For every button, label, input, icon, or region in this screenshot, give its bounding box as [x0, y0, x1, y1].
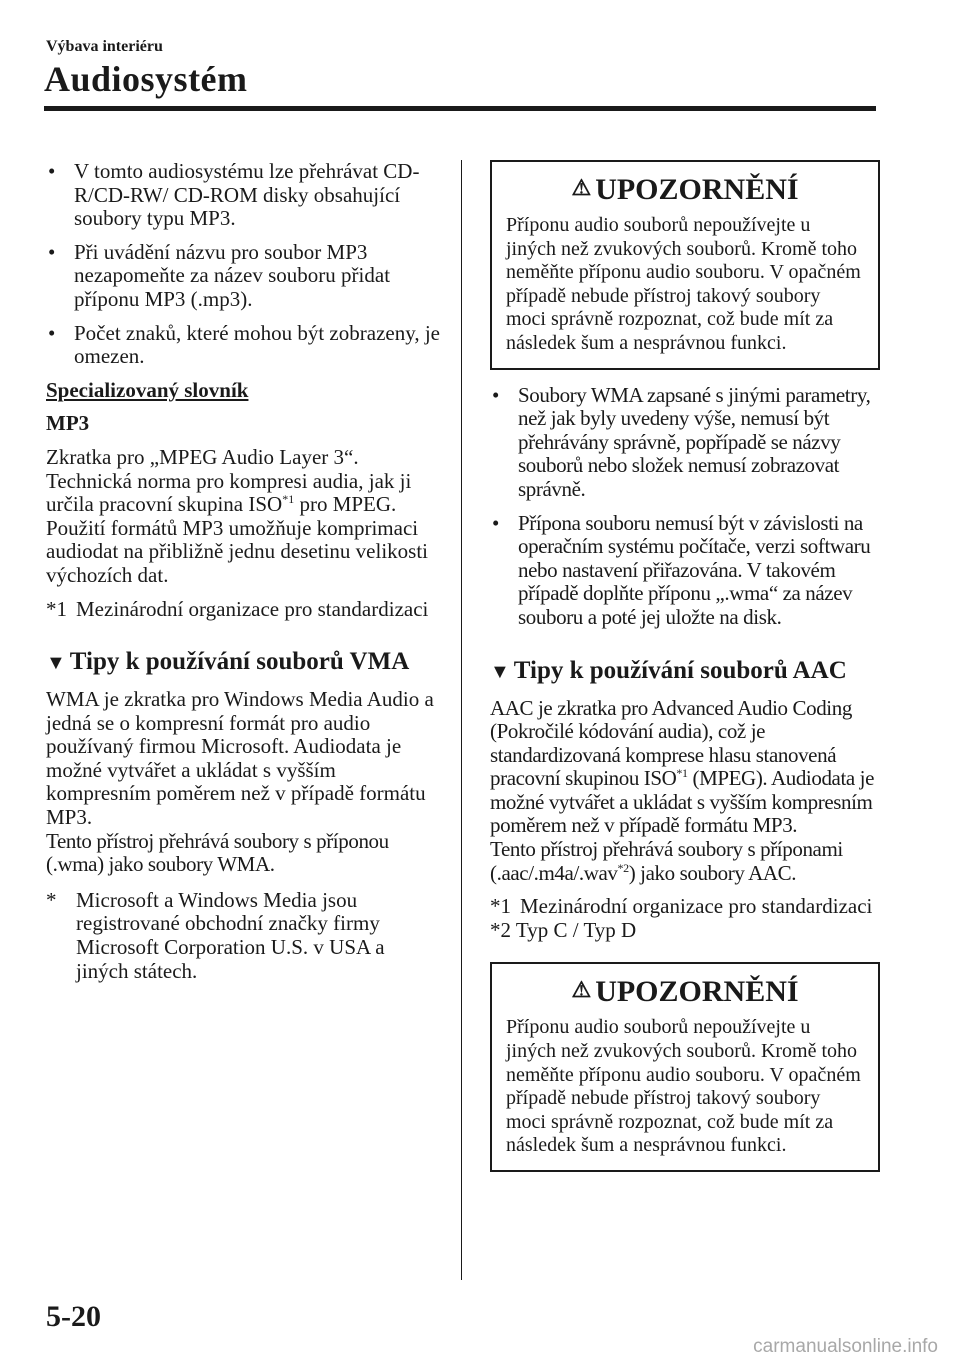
footnote-mark: *1: [490, 894, 511, 919]
triangle-down-icon: ▼: [46, 652, 66, 675]
bullet-text: Počet znaků, které mohou být zobrazeny, je omezen.: [74, 320, 441, 369]
caution-body: Příponu audio souborů nepoužívejte u jiných než zvukových souborů. Kromě toho neměňte příponu audio souboru. V opačném případě nebude přístroj takový soubory moci správně rozpoznat, což bude mít za následek šum a nesprávnou funkci.: [506, 1016, 861, 1157]
aac-heading: [490, 656, 880, 687]
caution-title: UPOZORNĚNÍ: [595, 173, 799, 206]
bullet-dot-icon: •: [492, 382, 499, 407]
footnote: *2 Typ C / Typ D: [490, 917, 637, 942]
column-divider: [461, 160, 462, 1280]
page-number: 5-20: [46, 1300, 101, 1333]
caution-title: UPOZORNĚNÍ: [595, 975, 799, 1009]
glossary-heading: Specializovaný slovník: [46, 377, 249, 402]
aac-text: Tento přístroj přehrává soubory s příponami (.aac/.m4a/.wav: [490, 837, 843, 885]
aac-paragraph: [490, 838, 880, 885]
caution-header: [506, 162, 864, 214]
caution-box: [490, 160, 880, 370]
footnote-ref: *2: [617, 860, 629, 875]
caution-header: [506, 964, 864, 1016]
bullet-dot-icon: •: [492, 510, 499, 535]
definition-text: Zkratka pro „MPEG Audio Layer 3“. Technická norma pro kompresi audia, jak ji určila pracovní skupina ISO: [46, 444, 412, 517]
footnote: [46, 889, 441, 983]
aac-paragraph: [490, 697, 880, 839]
bullet-text: Soubory WMA zapsané s jinými parametry, než jak byly uvedeny výše, nemusí být přehrávány správně, popřípadě se názvy souborů nebo složek nemusí zobrazovat správně.: [518, 382, 871, 501]
bullet-dot-icon: •: [48, 159, 56, 183]
wma-heading: [46, 647, 441, 678]
bullet-item: [46, 241, 441, 312]
bullet-item: [490, 384, 880, 502]
glossary-term: MP3: [46, 411, 90, 436]
bullet-text: V tomto audiosystému lze přehrávat CD-R/CD-RW/ CD-ROM disky obsahující soubory typu MP3.: [74, 159, 420, 231]
footnote-text: Mezinárodní organizace pro standardizaci: [520, 894, 873, 919]
footnote: [46, 598, 441, 622]
aac-text: (MPEG). Audiodata je možné vytvářet a ukládat s vyšším kompresním poměrem než v případě formátu MP3.: [490, 766, 875, 838]
footnote-text: Microsoft a Windows Media jsou registrované obchodní značky firmy Microsoft Corporation U.S. v USA a jiných státech.: [76, 887, 385, 983]
footnote-mark: *: [46, 887, 57, 912]
aac-text: AAC je zkratka pro Advanced Audio Coding (Pokročilé kódování audia), což je standardizovaná komprese hlasu stanovená pracovní skupinou ISO: [490, 695, 852, 791]
warning-icon: ⚠: [571, 175, 592, 200]
footnote-ref: *1: [282, 492, 295, 507]
caution-box: [490, 962, 880, 1172]
right-column: [490, 160, 880, 1172]
definition-text: pro MPEG. Použití formátů MP3 umožňuje komprimaci audiodat na přibližně jednu desetinu velikosti výchozích dat.: [46, 492, 428, 587]
caution-body: Příponu audio souborů nepoužívejte u jiných než zvukových souborů. Kromě toho neměňte příponu audio souboru. V opačném případě nebude přístroj takový soubory moci správně rozpoznat, což bude mít za následek šum a nesprávnou funkci.: [506, 214, 861, 354]
triangle-down-icon: ▼: [490, 660, 510, 683]
warning-icon: ⚠: [571, 977, 592, 1003]
page-title: Audiosystém: [44, 59, 248, 99]
wma-heading-text: Tipy k používání souborů VMA: [69, 648, 410, 676]
section-label: Výbava interiéru: [46, 38, 163, 55]
bullet-text: Přípona souboru nemusí být v závislosti na operačním systému počítače, verzi softwaru nebo nastavení přiřazována. V takovém případě doplňte příponu „.wma“ za název souboru a poté jej uložte na disk.: [518, 510, 871, 629]
aac-text: ) jako soubory AAC.: [628, 860, 797, 885]
wma-paragraph: WMA je zkratka pro Windows Media Audio a jedná se o kompresní formát pro audio používaný firmou Microsoft. Audiodata je možné vytvářet a ukládat s vyšším kompresním poměrem než v případě formátu MP3.: [46, 687, 434, 830]
aac-heading-text: Tipy k používání souborů AAC: [513, 656, 847, 684]
footnote: [490, 895, 880, 919]
bullet-dot-icon: •: [48, 320, 56, 345]
bullet-dot-icon: •: [48, 239, 56, 264]
glossary-definition: [46, 446, 441, 588]
footnote-mark: *1: [46, 596, 67, 621]
left-column: [46, 160, 441, 983]
footnote-ref: *1: [676, 766, 688, 781]
watermark: carmanualsonline.info: [753, 1336, 938, 1357]
title-rule: [44, 106, 876, 111]
footnote-text: Mezinárodní organizace pro standardizaci: [76, 596, 429, 621]
bullet-item: [46, 322, 441, 369]
bullet-item: [490, 512, 880, 630]
bullet-text: Při uvádění názvu pro soubor MP3 nezapomeňte za název souboru přidat příponu MP3 (.mp3).: [74, 239, 391, 311]
bullet-item: [46, 160, 441, 231]
wma-paragraph: Tento přístroj přehrává soubory s příponou (.wma) jako soubory WMA.: [46, 828, 389, 877]
